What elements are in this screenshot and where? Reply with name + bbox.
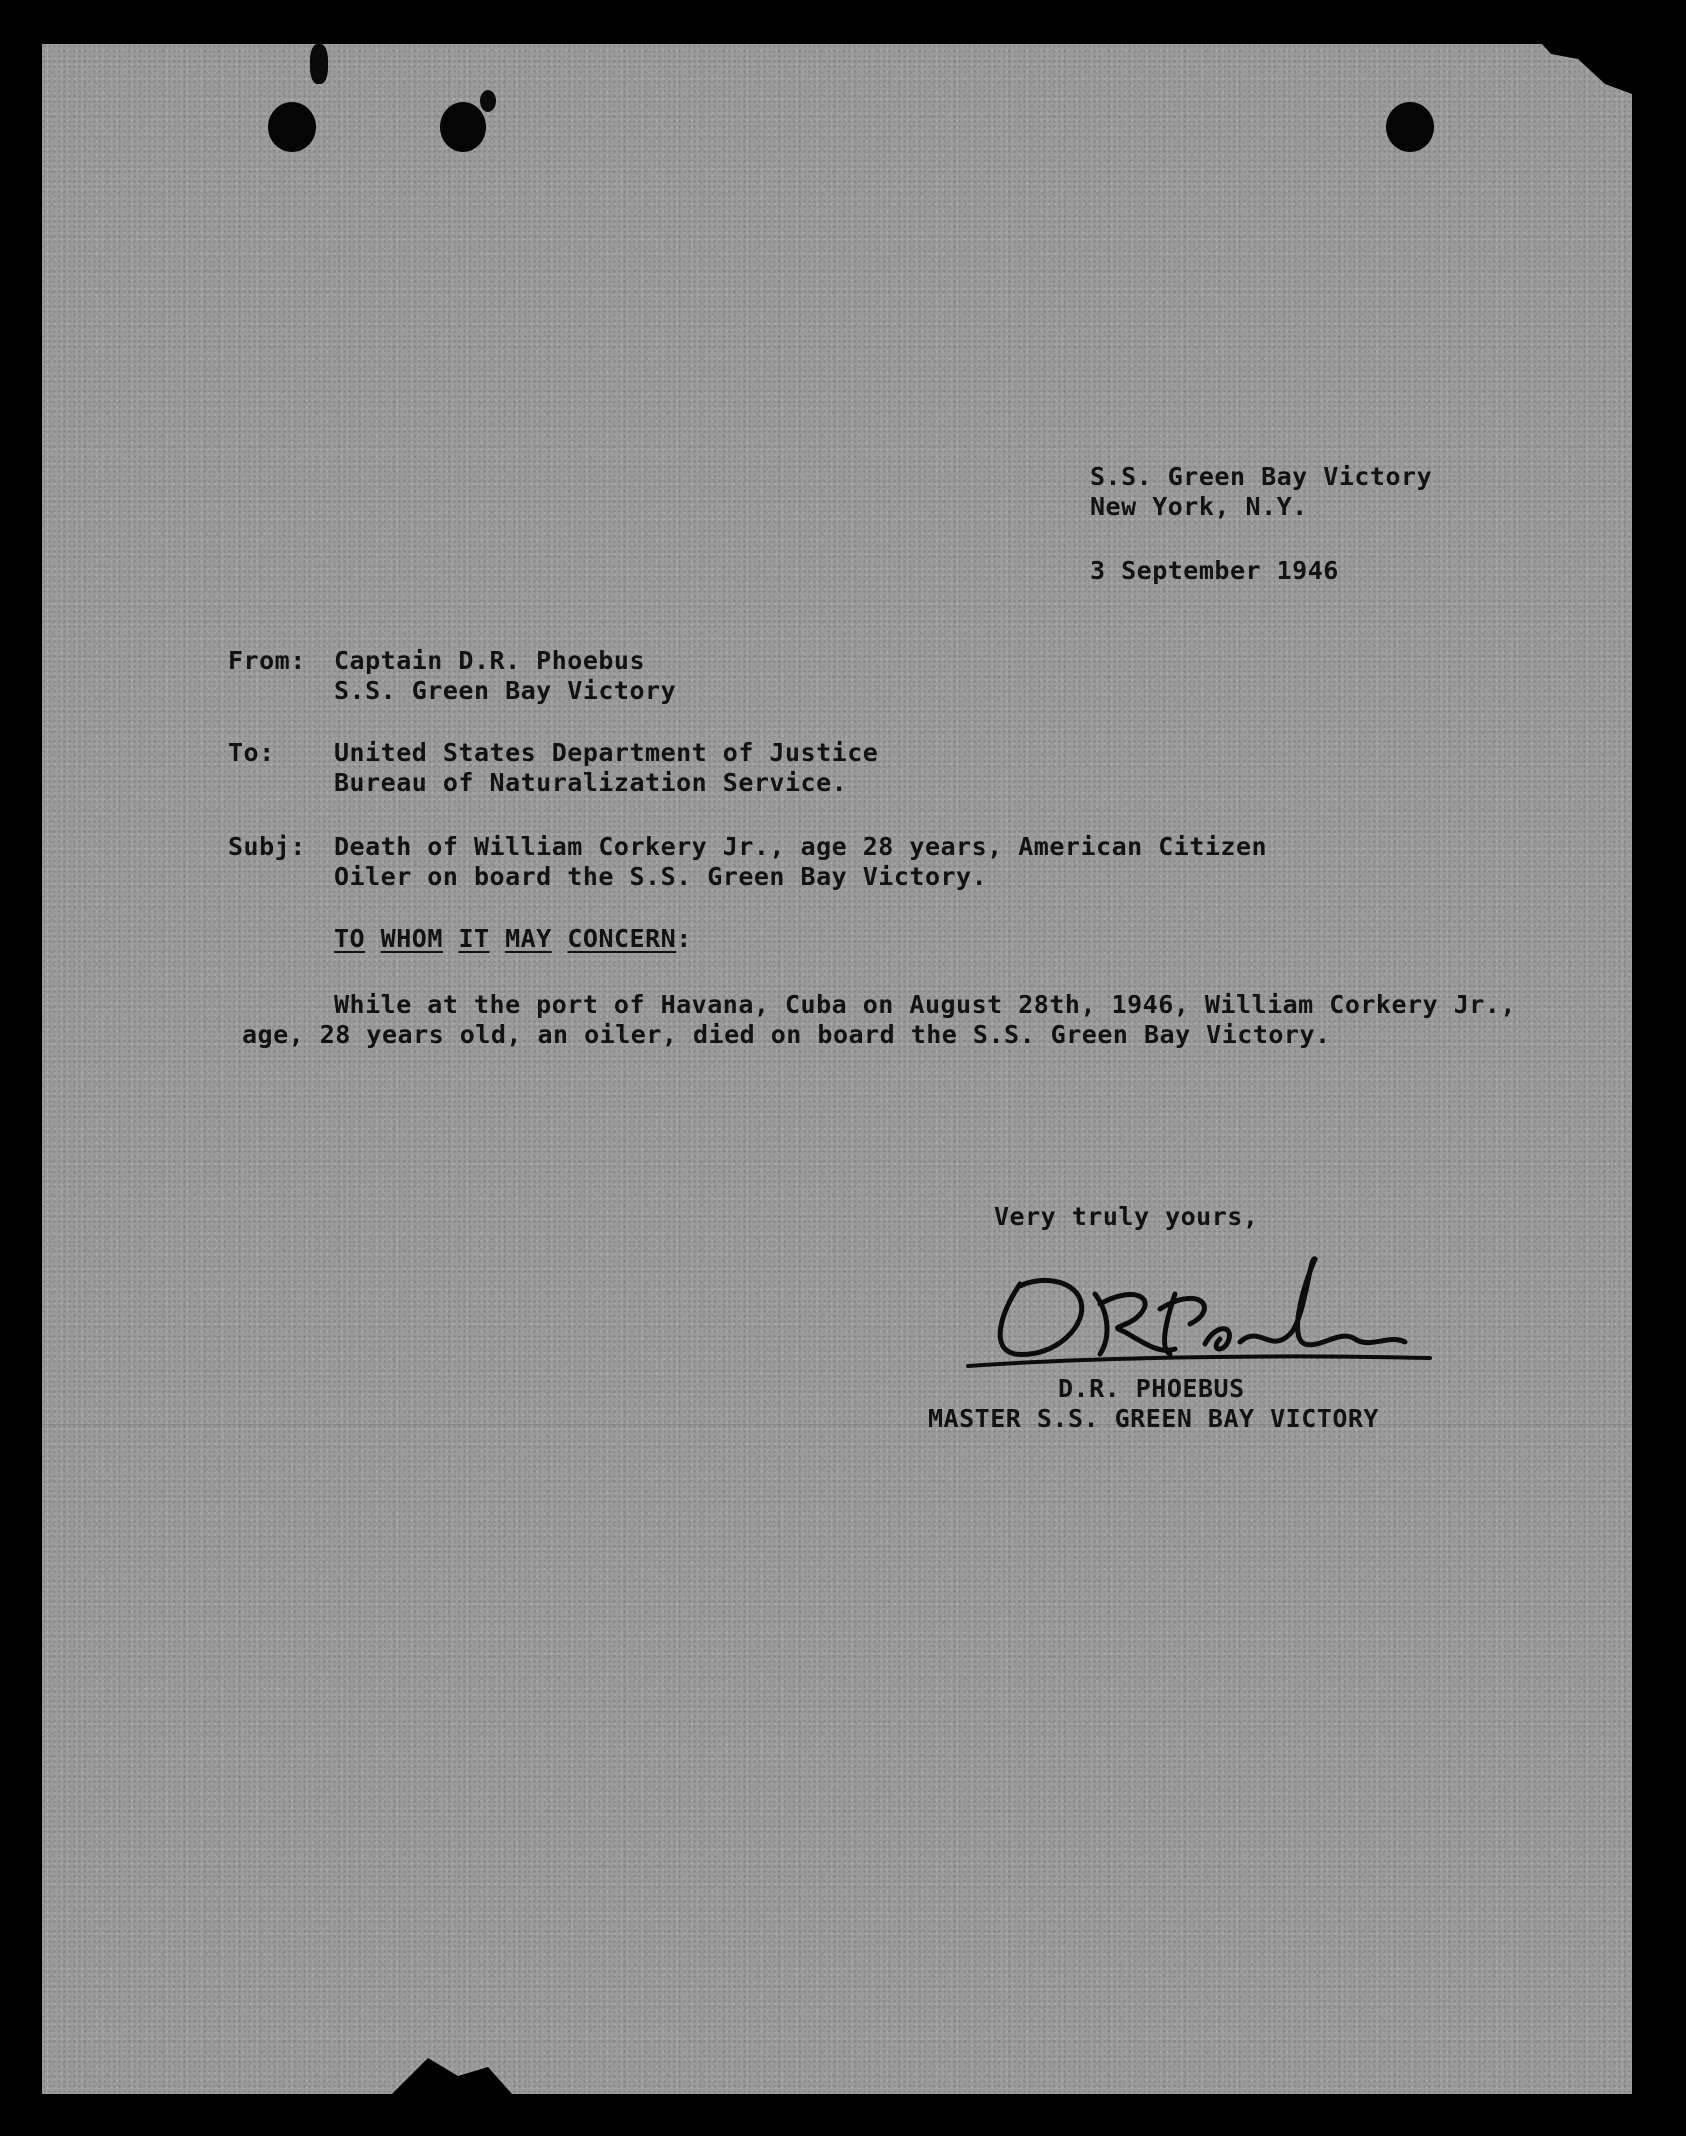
salutation-word: MAY [505, 924, 552, 953]
salutation [334, 924, 692, 954]
to-label: To: [228, 738, 275, 767]
punch-hole-left [268, 102, 316, 152]
body-line-2: age, 28 years old, an oiler, died on board the S.S. Green Bay Victory. [242, 1020, 1331, 1049]
ink-blot [310, 44, 328, 84]
to-line-2: Bureau of Naturalization Service. [334, 768, 848, 797]
fold-line [42, 1424, 1632, 1425]
subject-line-1: Death of William Corkery Jr., age 28 years, American Citizen [334, 832, 1268, 861]
sender-city: New York, N.Y. [1090, 492, 1308, 521]
signer-title: MASTER S.S. GREEN BAY VICTORY [928, 1404, 1379, 1433]
signer-name: D.R. PHOEBUS [1058, 1374, 1245, 1403]
punch-hole-middle [440, 102, 486, 152]
valediction: Very truly yours, [994, 1202, 1259, 1231]
ink-blot [480, 90, 496, 112]
subject-line-2: Oiler on board the S.S. Green Bay Victory. [334, 862, 988, 891]
sender-ship: S.S. Green Bay Victory [1090, 462, 1433, 491]
salutation-word: IT [458, 924, 490, 953]
salutation-word: TO [334, 924, 366, 953]
from-line-1: Captain D.R. Phoebus [334, 646, 646, 675]
to-line-1: United States Department of Justice [334, 738, 879, 767]
salutation-colon: : [676, 924, 692, 953]
torn-corner [1542, 44, 1632, 94]
torn-edge [392, 2034, 512, 2094]
handwritten-signature [960, 1254, 1440, 1384]
salutation-word: WHOM [380, 924, 443, 953]
letter-date: 3 September 1946 [1090, 556, 1339, 585]
letter-page [42, 44, 1632, 2094]
salutation-word: CONCERN [567, 924, 677, 953]
from-label: From: [228, 646, 306, 675]
from-line-2: S.S. Green Bay Victory [334, 676, 677, 705]
punch-hole-right [1386, 102, 1434, 152]
subject-label: Subj: [228, 832, 306, 861]
body-line-1: While at the port of Havana, Cuba on August 28th, 1946, William Corkery Jr., [334, 990, 1516, 1019]
